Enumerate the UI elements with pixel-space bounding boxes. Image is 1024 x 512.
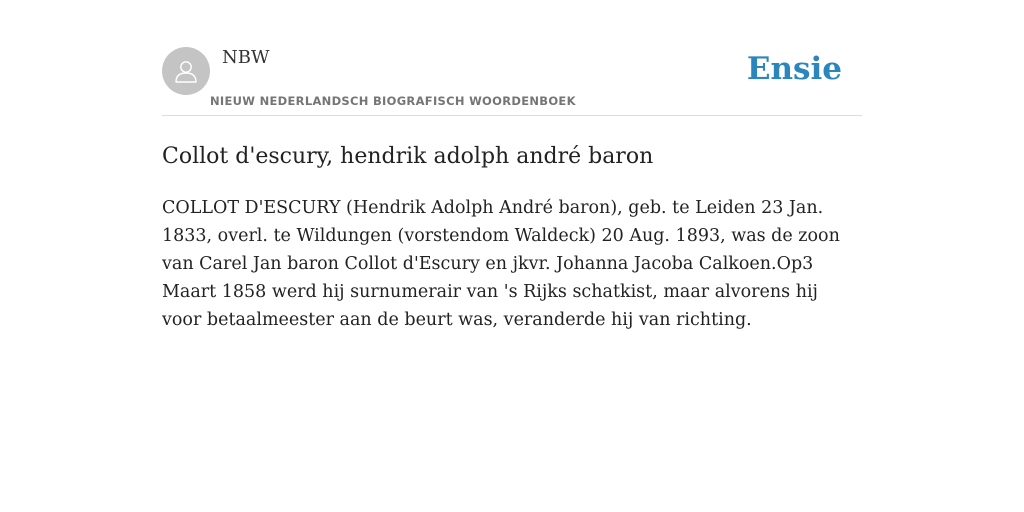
- author-name[interactable]: NBW: [222, 47, 270, 68]
- author-subtitle: NIEUW NEDERLANDSCH BIOGRAFISCH WOORDENBOEK: [210, 94, 576, 108]
- article-title: Collot d'escury, hendrik adolph andré baron: [162, 144, 654, 169]
- user-icon: [173, 58, 199, 84]
- author-avatar[interactable]: [162, 47, 210, 95]
- article-container: [162, 47, 862, 334]
- brand-logo[interactable]: Ensie: [746, 51, 842, 87]
- article-header: [162, 47, 862, 116]
- article-body: COLLOT D'ESCURY (Hendrik Adolph André baron), geb. te Leiden 23 Jan. 1833, overl. te Wildungen (vorstendom Waldeck) 20 Aug. 1893, was de zoon van Carel Jan baron Collot d'Escury en jkvr. Johanna Jacoba Calkoen.Op3 Maart 1858 werd hij surnumerair van 's Rijks schatkist, maar alvorens hij voor betaalmeester aan de beurt was, veranderde hij van richting.: [162, 198, 840, 330]
